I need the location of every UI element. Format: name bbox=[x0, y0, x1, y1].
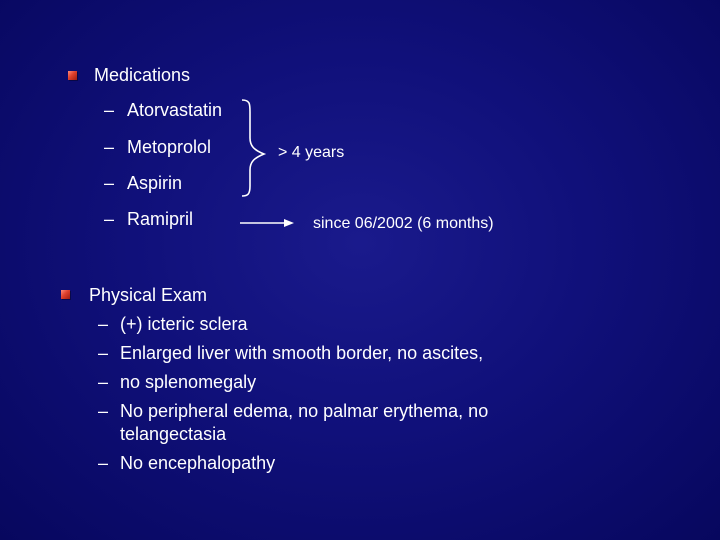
duration-note: > 4 years bbox=[278, 144, 345, 161]
medications-bullet-icon bbox=[68, 71, 77, 80]
arrow-right-icon bbox=[240, 216, 296, 230]
exam-dash: – bbox=[98, 343, 109, 363]
exam-dash: – bbox=[98, 372, 109, 392]
physical-exam-bullet-icon bbox=[61, 290, 70, 299]
exam-dash: – bbox=[98, 314, 109, 334]
curly-brace-icon bbox=[240, 98, 280, 198]
medication-dash: – bbox=[104, 100, 115, 120]
exam-dash: – bbox=[98, 401, 109, 421]
medication-dash: – bbox=[104, 137, 115, 157]
exam-item-encephalopathy: No encephalopathy bbox=[120, 453, 276, 473]
ramipril-note: since 06/2002 (6 months) bbox=[313, 215, 494, 232]
exam-item-liver: Enlarged liver with smooth border, no ascites, bbox=[120, 343, 484, 363]
medication-aspirin: Aspirin bbox=[127, 173, 183, 193]
medication-dash: – bbox=[104, 209, 115, 229]
exam-item-edema: No peripheral edema, no palmar erythema, no bbox=[120, 401, 489, 421]
medication-dash: – bbox=[104, 173, 115, 193]
exam-item-splenomegaly: no splenomegaly bbox=[120, 372, 257, 392]
exam-item-icteric: (+) icteric sclera bbox=[120, 314, 248, 334]
exam-item-edema-continued: telangectasia bbox=[120, 424, 227, 444]
medication-atorvastatin: Atorvastatin bbox=[127, 100, 223, 120]
exam-dash: – bbox=[98, 453, 109, 473]
physical-exam-heading: Physical Exam bbox=[89, 285, 208, 305]
medication-metoprolol: Metoprolol bbox=[127, 137, 212, 157]
medication-ramipril: Ramipril bbox=[127, 209, 194, 229]
medications-heading: Medications bbox=[94, 65, 191, 85]
